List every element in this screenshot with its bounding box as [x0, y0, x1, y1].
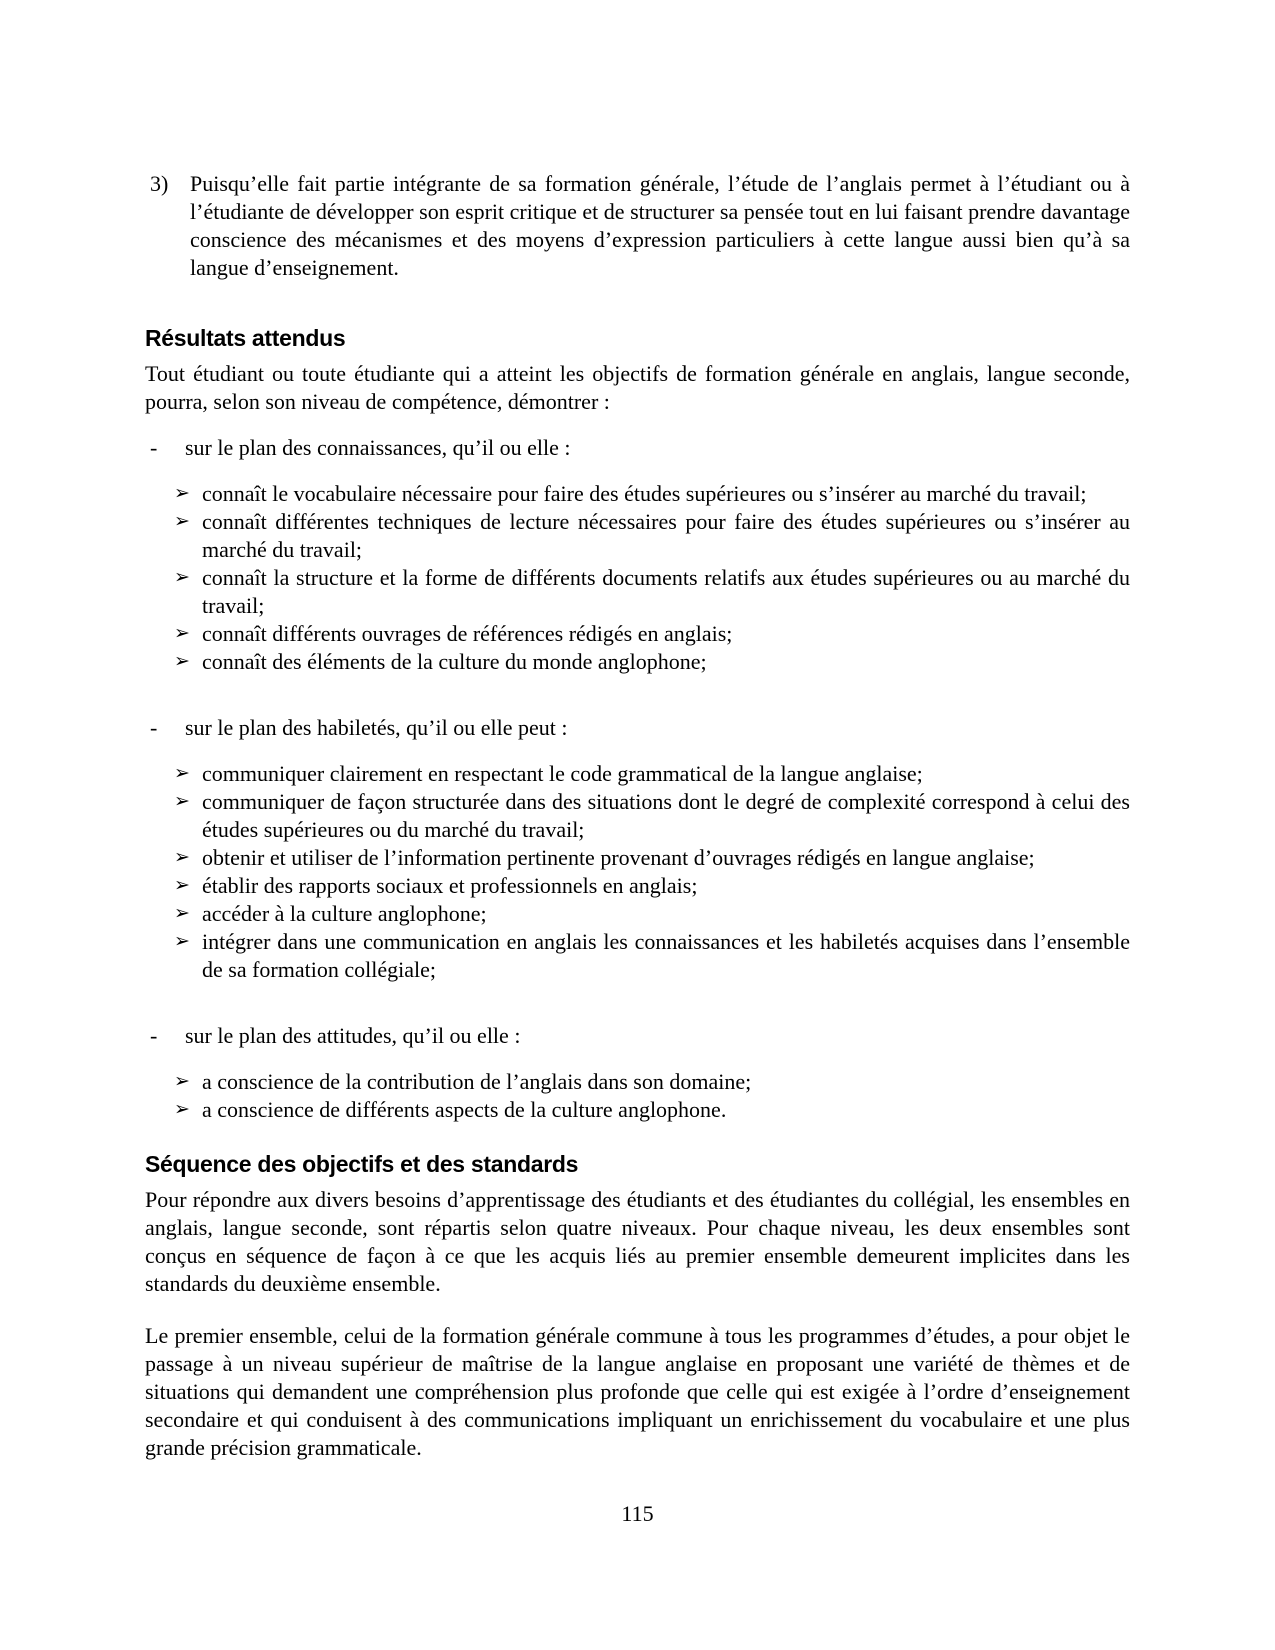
bullet-item: [174, 844, 1130, 872]
bullet-text: accéder à la culture anglophone;: [202, 901, 487, 926]
bullet-item: [174, 564, 1130, 620]
arrow-bullet-icon: ➢: [174, 847, 190, 868]
bullet-item: [174, 1068, 1130, 1096]
bullet-text: a conscience de différents aspects de la culture anglophone.: [202, 1097, 727, 1122]
group-label-attitudes: [145, 1022, 1130, 1050]
bullet-list-habiletes: [174, 760, 1130, 984]
group-label-text: sur le plan des habiletés, qu’il ou elle peut :: [185, 715, 568, 740]
bullet-item: [174, 928, 1130, 984]
bullet-item: [174, 620, 1130, 648]
section-heading-resultats: Résultats attendus: [145, 325, 346, 351]
bullet-text: connaît le vocabulaire nécessaire pour faire des études supérieures ou s’insérer au marché du travail;: [202, 481, 1087, 506]
arrow-bullet-icon: ➢: [174, 483, 190, 504]
bullet-item: [174, 480, 1130, 508]
arrow-bullet-icon: ➢: [174, 931, 190, 952]
dash-bullet-icon: -: [150, 1023, 158, 1048]
bullet-item: [174, 648, 1130, 676]
bullet-text: communiquer de façon structurée dans des situations dont le degré de complexité correspond à celui des études supérieures ou du marché du travail;: [202, 789, 1130, 842]
resultats-intro: Tout étudiant ou toute étudiante qui a atteint les objectifs de formation générale en anglais, langue seconde, pourra, selon son niveau de compétence, démontrer :: [145, 361, 1130, 414]
numbered-item-3: [145, 170, 1130, 282]
dash-bullet-icon: -: [150, 715, 158, 740]
page-number: 115: [621, 1501, 654, 1526]
bullet-list-connaissances: [174, 480, 1130, 676]
group-label-habiletes: [145, 714, 1130, 742]
bullet-list-attitudes: [174, 1068, 1130, 1124]
arrow-bullet-icon: ➢: [174, 1099, 190, 1120]
group-label-text: sur le plan des attitudes, qu’il ou elle :: [185, 1023, 521, 1048]
bullet-item: [174, 872, 1130, 900]
bullet-item: [174, 760, 1130, 788]
arrow-bullet-icon: ➢: [174, 511, 190, 532]
item-number: 3): [150, 171, 169, 196]
sequence-paragraph-1: Pour répondre aux divers besoins d’apprentissage des étudiants et des étudiantes du collégial, les ensembles en anglais, langue seconde, sont répartis selon quatre niveaux. Pour chaque niveau, les deux ensembles sont conçus en séquence de façon à ce que les acquis liés au premier ensemble demeurent implicites dans les standards du deuxième ensemble.: [145, 1187, 1130, 1296]
arrow-bullet-icon: ➢: [174, 903, 190, 924]
arrow-bullet-icon: ➢: [174, 651, 190, 672]
bullet-text: connaît différents ouvrages de références rédigés en anglais;: [202, 621, 733, 646]
bullet-text: obtenir et utiliser de l’information pertinente provenant d’ouvrages rédigés en langue anglaise;: [202, 845, 1035, 870]
bullet-text: intégrer dans une communication en anglais les connaissances et les habiletés acquises dans l’ensemble de sa formation collégiale;: [202, 929, 1130, 982]
arrow-bullet-icon: ➢: [174, 791, 190, 812]
bullet-text: a conscience de la contribution de l’anglais dans son domaine;: [202, 1069, 752, 1094]
bullet-item: [174, 1096, 1130, 1124]
dash-bullet-icon: -: [150, 435, 158, 460]
bullet-text: connaît la structure et la forme de différents documents relatifs aux études supérieures ou au marché du travail;: [202, 565, 1130, 618]
bullet-text: communiquer clairement en respectant le code grammatical de la langue anglaise;: [202, 761, 923, 786]
bullet-item: [174, 900, 1130, 928]
arrow-bullet-icon: ➢: [174, 623, 190, 644]
arrow-bullet-icon: ➢: [174, 567, 190, 588]
bullet-text: connaît des éléments de la culture du monde anglophone;: [202, 649, 707, 674]
group-label-text: sur le plan des connaissances, qu’il ou elle :: [185, 435, 571, 460]
sequence-paragraph-2: Le premier ensemble, celui de la formation générale commune à tous les programmes d’études, a pour objet le passage à un niveau supérieur de maîtrise de la langue anglaise en proposant une variété de thèmes et de situations qui demandent une compréhension plus profonde que celle qui est exigée à l’ordre d’enseignement secondaire et qui conduisent à des communications impliquant un enrichissement du vocabulaire et une plus grande précision grammaticale.: [145, 1323, 1130, 1460]
group-label-connaissances: [145, 434, 1130, 462]
arrow-bullet-icon: ➢: [174, 875, 190, 896]
section-heading-sequence: Séquence des objectifs et des standards: [145, 1151, 579, 1177]
bullet-item: [174, 788, 1130, 844]
bullet-text: établir des rapports sociaux et professionnels en anglais;: [202, 873, 698, 898]
bullet-text: connaît différentes techniques de lecture nécessaires pour faire des études supérieures ou s’insérer au marché du travail;: [202, 509, 1130, 562]
arrow-bullet-icon: ➢: [174, 1071, 190, 1092]
bullet-item: [174, 508, 1130, 564]
arrow-bullet-icon: ➢: [174, 763, 190, 784]
item-text: Puisqu’elle fait partie intégrante de sa formation générale, l’étude de l’anglais permet à l’étudiant ou à l’étudiante de développer son esprit critique et de structurer sa pensée tout en lui faisant prendre davantage conscience des mécanismes et des moyens d’expression particuliers à cette langue aussi bien qu’à sa langue d’enseignement.: [190, 171, 1130, 280]
